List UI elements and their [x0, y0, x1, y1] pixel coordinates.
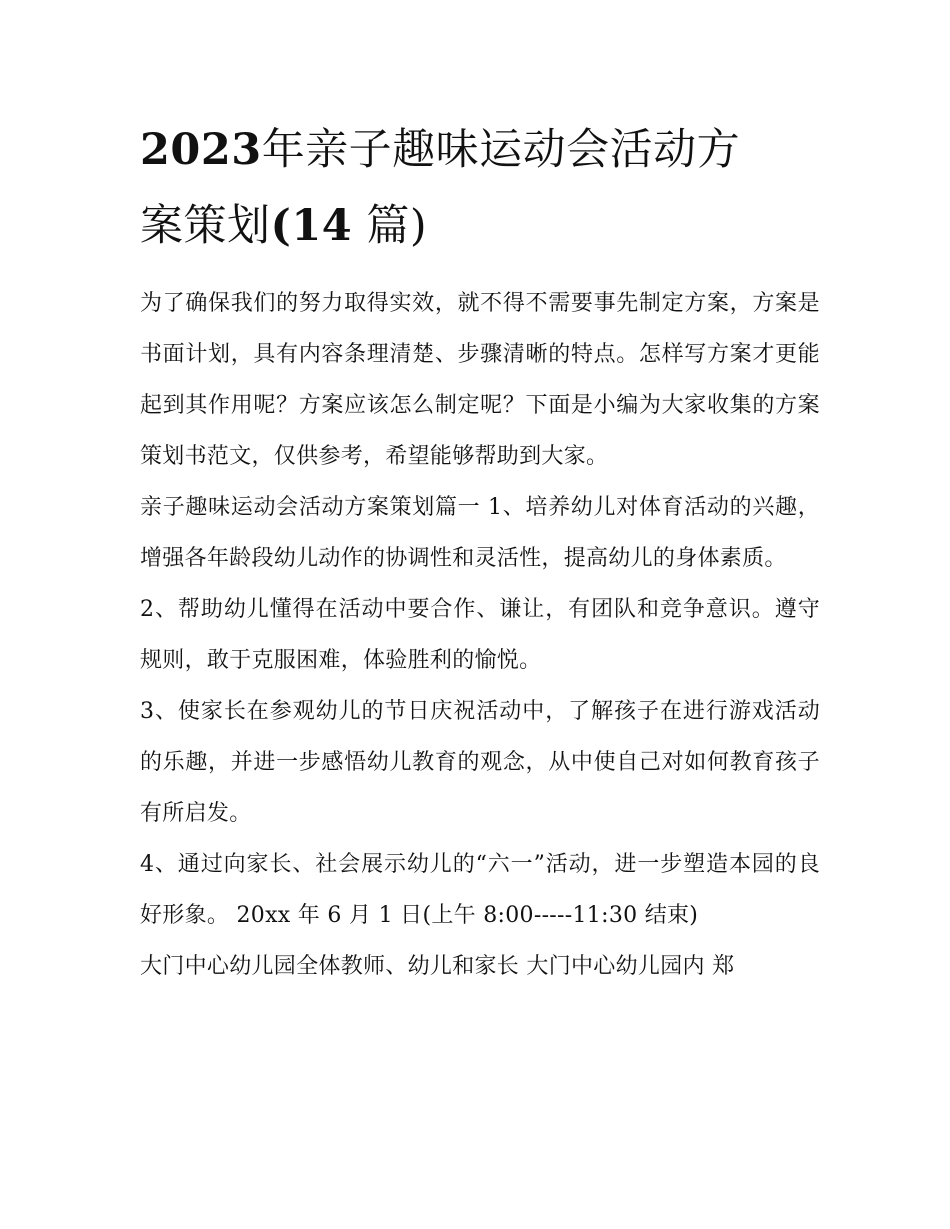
- document-title: [140, 112, 820, 264]
- document-page: [140, 112, 820, 992]
- section-1-paragraph: 亲子趣味运动会活动方案策划篇一 1、培养幼儿对体育活动的兴趣，增强各年龄段幼儿动作的协调性和灵活性，提高幼儿的身体素质。: [140, 495, 820, 571]
- participants-paragraph: 大门中心幼儿园全体教师、幼儿和家长 大门中心幼儿园内 郑: [140, 954, 735, 979]
- title-count: (14: [270, 201, 353, 251]
- title-line2: 案策划: [140, 201, 271, 251]
- goal-4-paragraph: 4、通过向家长、社会展示幼儿的“六一”活动，进一步塑造本园的良好形象。 20xx 年 6 月 1 日(上午 8:00-----11:30 结束): [140, 852, 820, 928]
- title-line1: 年亲子趣味运动会活动方: [261, 125, 741, 175]
- goal-2-paragraph: 2、帮助幼儿懂得在活动中要合作、谦让，有团队和竞争意识。遵守规则，敢于克服困难，体验胜利的愉悦。: [140, 597, 820, 673]
- intro-paragraph: 为了确保我们的努力取得实效，就不得不需要事先制定方案，方案是书面计划，具有内容条理清楚、步骤清晰的特点。怎样写方案才更能起到其作用呢？方案应该怎么制定呢？下面是小编为大家收集的方案策划书范文，仅供参考，希望能够帮助到大家。: [140, 291, 820, 469]
- title-year: 2023: [140, 125, 262, 175]
- goal-3-paragraph: 3、使家长在参观幼儿的节日庆祝活动中，了解孩子在进行游戏活动的乐趣，并进一步感悟幼儿教育的观念，从中使自己对如何教育孩子有所启发。: [140, 699, 820, 826]
- title-count-unit: 篇): [366, 201, 428, 251]
